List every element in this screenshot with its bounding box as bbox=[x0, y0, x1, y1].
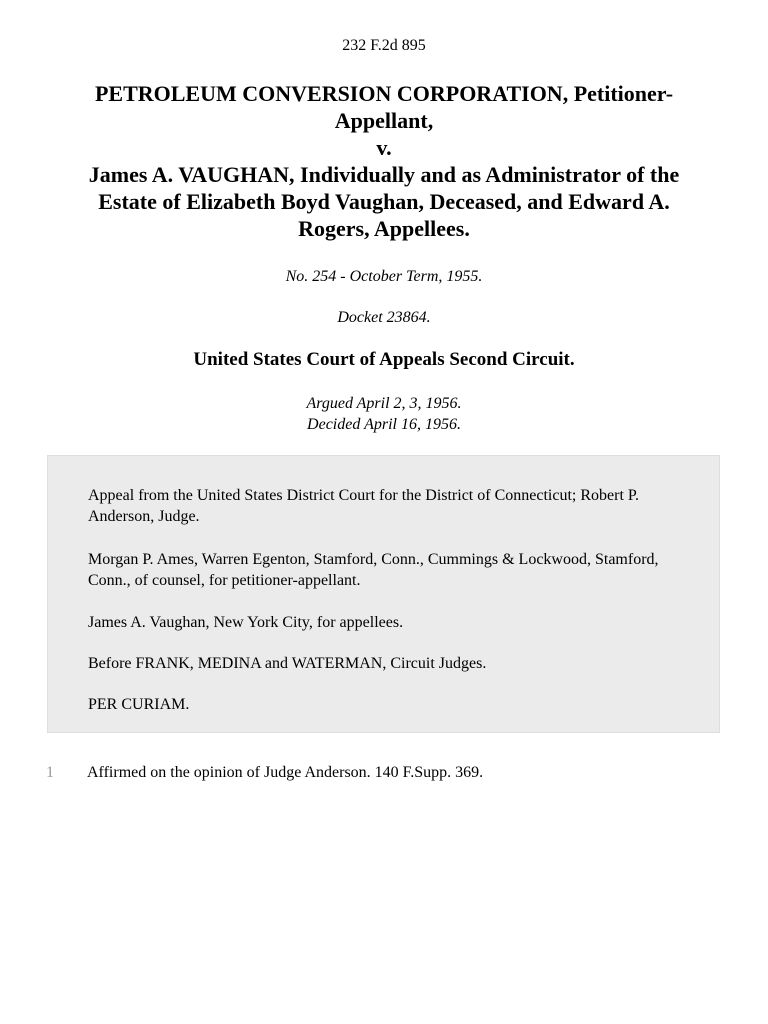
appellees-counsel-text: James A. Vaughan, New York City, for appellees. bbox=[88, 614, 404, 631]
case-title-line: James A. VAUGHAN, Individually and as Administrator of the bbox=[88, 162, 680, 187]
case-citation: 232 F.2d 895 bbox=[342, 37, 426, 54]
case-title-line: v. bbox=[376, 135, 392, 160]
case-title-line: Rogers, Appellees. bbox=[298, 216, 470, 241]
paragraph-number: 1 bbox=[46, 764, 54, 781]
case-number: No. 254 - October Term, 1955. bbox=[285, 268, 483, 285]
case-title-line: Estate of Elizabeth Boyd Vaughan, Deceased, and Edward A. bbox=[98, 189, 670, 214]
docket-number: Docket 23864. bbox=[337, 309, 431, 326]
court-name: United States Court of Appeals Second Circuit. bbox=[193, 349, 575, 370]
appeal-from-text: Appeal from the United States District Court for the District of Connecticut; Robert P. Anderson, Judge. bbox=[88, 487, 640, 525]
case-title bbox=[30, 80, 738, 242]
appellant-counsel-text: Morgan P. Ames, Warren Egenton, Stamford, Conn., Cummings & Lockwood, Stamford, Conn., of counsel, for petitioner-appellant. bbox=[88, 551, 659, 589]
case-summary-box bbox=[47, 455, 720, 733]
case-title-line: PETROLEUM CONVERSION CORPORATION, Petitioner- bbox=[94, 81, 674, 106]
argued-date: Argued April 2, 3, 1956. bbox=[306, 395, 462, 412]
case-dates bbox=[0, 393, 768, 435]
case-title-line: Appellant, bbox=[334, 108, 434, 133]
decided-date: Decided April 16, 1956. bbox=[307, 416, 461, 433]
per-curiam-text: PER CURIAM. bbox=[88, 696, 190, 713]
paragraph-text: Affirmed on the opinion of Judge Anderson. 140 F.Supp. 369. bbox=[87, 764, 484, 781]
bench-text: Before FRANK, MEDINA and WATERMAN, Circuit Judges. bbox=[88, 655, 487, 672]
